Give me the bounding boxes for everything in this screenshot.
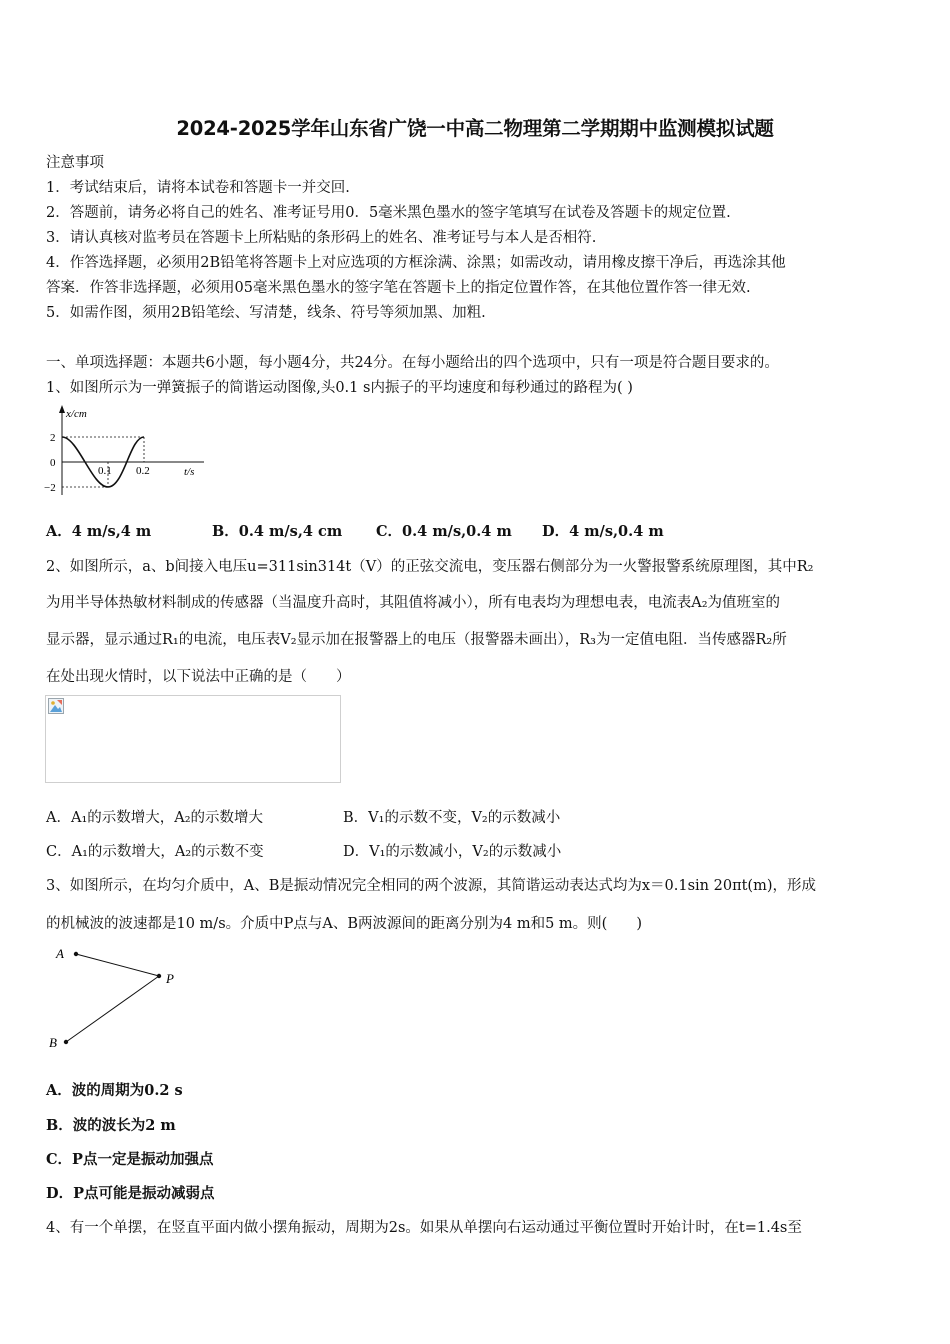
missing-figure [45, 695, 341, 783]
question-3-stem: 的机械波的波速都是10 m/s。介质中P点与A、B两波源间的距离分别为4 m和5 m。则( ) [46, 916, 642, 932]
tick-label: 0.1 [98, 465, 112, 477]
notice-item: 4．作答选择题，必须用2B铅笔将答题卡上对应选项的方框涂满、涂黑；如需改动，请用橡皮擦干净后，再选涂其他 [46, 255, 786, 271]
option-d: D．4 m/s,0.4 m [542, 523, 664, 540]
question-1-stem: 1、如图所示为一弹簧振子的简谐运动图像,头0.1 s内振子的平均速度和每秒通过的路程为( ) [46, 380, 633, 396]
option-c: C．0.4 m/s,0.4 m [376, 523, 512, 540]
section-heading: 一、单项选择题：本题共6小题，每小题4分，共24分。在每小题给出的四个选项中，只有一项是符合题目要求的。 [46, 355, 779, 371]
q3-figure [46, 940, 196, 1055]
question-2-stem: 在处出现火情时，以下说法中正确的是（ ） [46, 669, 351, 685]
tick-label: −2 [44, 482, 56, 494]
x-axis-label: t/s [184, 466, 195, 478]
page-title: 2024-2025学年山东省广饶一中高二物理第二学期期中监测模拟试题 [176, 117, 774, 140]
q1-graph [44, 403, 214, 498]
option-d: D．V₁的示数减小，V₂的示数减小 [343, 844, 562, 860]
notice-item: 5．如需作图，须用2B铅笔绘、写清楚，线条、符号等须加黑、加粗. [46, 305, 486, 321]
option-d: D．P点可能是振动减弱点 [46, 1185, 215, 1202]
notice-item: 答案．作答非选择题，必须用05毫米黑色墨水的签字笔在答题卡上的指定位置作答，在其他位置作答一律无效. [46, 280, 751, 296]
question-2-stem: 为用半导体热敏材料制成的传感器（当温度升高时，其阻值将减小），所有电表均为理想电表，电流表A₂为值班室的 [46, 595, 781, 611]
question-2-stem: 显示器，显示通过R₁的电流，电压表V₂显示加在报警器上的电压（报警器未画出），R₃为一定值电阻．当传感器R₂所 [46, 632, 787, 648]
question-3-stem: 3、如图所示，在均匀介质中，A、B是振动情况完全相同的两个波源，其简谐运动表达式均为x＝0.1sin 20πt(m)，形成 [46, 878, 816, 894]
question-2-stem: 2、如图所示，a、b间接入电压u=311sin314t（V）的正弦交流电，变压器右侧部分为一火警报警系统原理图，其中R₂ [46, 559, 814, 575]
point-b [64, 1040, 68, 1044]
option-b: B．0.4 m/s,4 cm [212, 523, 343, 540]
y-axis-label: x/cm [66, 408, 87, 420]
notice-item: 1．考试结束后，请将本试卷和答题卡一并交回. [46, 180, 350, 196]
option-b: B．V₁的示数不变，V₂的示数减小 [343, 810, 561, 826]
label-b: B [49, 1035, 57, 1050]
y-arrow-icon [59, 405, 65, 413]
label-p: P [166, 971, 174, 986]
tick-label: 0.2 [136, 465, 150, 477]
option-a: A．4 m/s,4 m [46, 523, 152, 540]
point-a [74, 952, 78, 956]
option-a: A．波的周期为0.2 s [46, 1082, 183, 1099]
point-p [157, 974, 161, 978]
option-a: A．A₁的示数增大，A₂的示数增大 [46, 810, 264, 826]
tick-label: 0 [50, 457, 56, 469]
tick-label: 2 [50, 432, 56, 444]
broken-image-icon [48, 698, 64, 714]
option-c: C．P点一定是振动加强点 [46, 1151, 214, 1168]
notice-item: 3．请认真核对监考员在答题卡上所粘贴的条形码上的姓名、准考证号与本人是否相符. [46, 230, 597, 246]
option-c: C．A₁的示数增大，A₂的示数不变 [46, 844, 264, 860]
question-4-stem: 4、有一个单摆，在竖直平面内做小摆角振动，周期为2s。如果从单摆向右运动通过平衡位置时开始计时，在t=1.4s至 [46, 1220, 802, 1236]
option-b: B．波的波长为2 m [46, 1117, 176, 1134]
notice-item: 2．答题前，请务必将自己的姓名、准考证号用0．5毫米黑色墨水的签字笔填写在试卷及答题卡的规定位置. [46, 205, 731, 221]
label-a: A [56, 946, 64, 961]
notice-heading: 注意事项 [46, 155, 104, 171]
